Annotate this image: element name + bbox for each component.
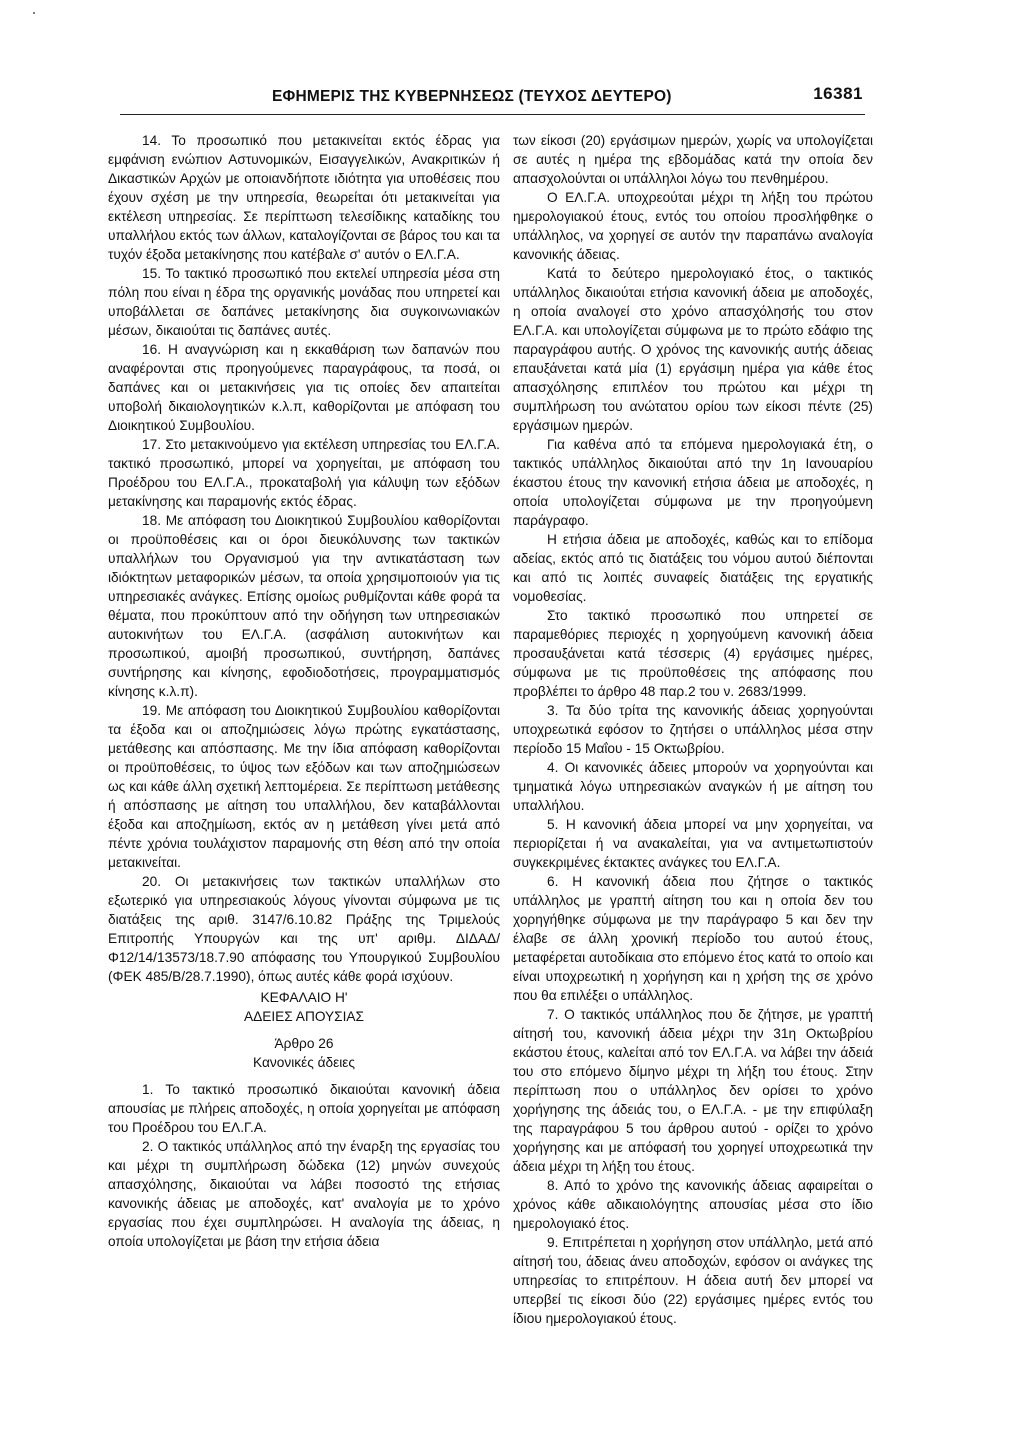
chapter-title: ΑΔΕΙΕΣ ΑΠΟΥΣΙΑΣ xyxy=(243,1009,365,1024)
article-26-paragraph-6: 6. Η κανονική άδεια που ζήτησε ο τακτικός υπάλληλος με γραπτή αίτηση του και η οποία δεν του χορηγήθηκε σύμφωνα με την παράγραφο 5 και δεν την έλαβε σε άλλη χρονική περίοδο του αυτού έτους, μεταφέρεται αυτοδίκαια στο επόμενο έτος κατά το οποίο και είναι υποχρεωτική η χορήγηση και η χρήση της σε χρόνο που θα επιλέξει ο υπάλληλος. xyxy=(513,874,873,1003)
paragraph-14: 14. Το προσωπικό που μετακινείται εκτός έδρας για εμφάνιση ενώπιον Αστυνομικών, Εισαγγελικών, Ανακριτικών ή Δικαστικών Αρχών με οποιανδήποτε ιδιότητα για υποθέσεις που έχουν σχέση με την υπηρεσία, θεωρείται ότι μετακινείται για εκτέλεση υπηρεσίας. Σε περίπτωση τελεσίδικης καταδίκης του υπαλλήλου εκτός των άλλων, καταλογίζονται σε βάρος του και τα τυχόν έξοδα μετακίνησης που κατέβαλε σ' αυτόν ο ΕΛ.Γ.Α. xyxy=(108,133,500,262)
paragraph-2-continuation: των είκοσι (20) εργάσιμων ημερών, χωρίς να υπολογίζεται σε αυτές η ημέρα της εβδομάδας κατά την οποία δεν απασχολούνται οι υπάλληλοι λόγω του πενθημέρου. xyxy=(513,133,873,186)
article-title: Κανονικές άδειες xyxy=(253,1055,355,1070)
page-number: 16381 xyxy=(813,84,863,103)
paragraph-2-second-year: Κατά το δεύτερο ημερολογιακό έτος, ο τακτικός υπάλληλος δικαιούται ετήσια κανονική άδεια με αποδοχές, η οποία αναλογεί στο χρόνο απασχόλησής του στον ΕΛ.Γ.Α. και υπολογίζεται σύμφωνα με το πρώτο εδάφιο της παραγράφου αυτής. Ο χρόνος της κανονικής αυτής άδειας επαυξάνεται κατά μία (1) εργάσιμη ημέρα για κάθε έτος απασχόλησης επιπλέον του πρώτου και μέχρι τη συμπλήρωση του ανώτατου ορίου των είκοσι πέντε (25) εργάσιμων ημερών. xyxy=(513,266,873,433)
gazette-title: ΕΦΗΜΕΡΙΣ ΤΗΣ ΚΥΒΕΡΝΗΣΕΩΣ (ΤΕΥΧΟΣ ΔΕΥΤΕΡΟ) xyxy=(272,88,672,105)
paragraph-15: 15. Το τακτικό προσωπικό που εκτελεί υπηρεσία μέσα στη πόλη που είναι η έδρα της οργανικής μονάδας που υπηρετεί και υποβάλλεται σε δαπάνες μετακίνησης δια συγκοινωνιακών μέσων, δικαιούται τις δαπάνες αυτές. xyxy=(108,266,500,338)
article-26-paragraph-3: 3. Τα δύο τρίτα της κανονικής άδειας χορηγούνται υποχρεωτικά εφόσον το ζητήσει ο υπάλληλος μέσα στην περίοδο 15 Μαΐου - 15 Οκτωβρίου. xyxy=(513,703,873,756)
paragraph-2-leave-allowance: Η ετήσια άδεια με αποδοχές, καθώς και το επίδομα αδείας, εκτός από τις διατάξεις του νόμου αυτού διέπονται και από τις λοιπές συναφείς διατάξεις της εργατικής νομοθεσίας. xyxy=(513,532,873,604)
paragraph-17: 17. Στο μετακινούμενο για εκτέλεση υπηρεσίας του ΕΛ.Γ.Α. τακτικό προσωπικό, μπορεί να χορηγείται, με απόφαση του Προέδρου του ΕΛ.Γ.Α., προκαταβολή για κάλυψη των εξόδων μετακίνησης και παραμονής εκτός έδρας. xyxy=(108,437,500,509)
scan-speck xyxy=(33,12,35,14)
page-header xyxy=(120,84,865,115)
article-26-paragraph-9: 9. Επιτρέπεται η χορήγηση στον υπάλληλο, μετά από αίτησή του, άδειας άνευ αποδοχών, εφόσον οι ανάγκες της υπηρεσίας το επιτρέπουν. Η άδεια αυτή δεν μπορεί να υπερβεί τις είκοσι δύο (22) εργάσιμες ημέρες εντός του ίδιου ημερολογιακού έτους. xyxy=(513,1235,873,1326)
paragraph-18: 18. Με απόφαση του Διοικητικού Συμβουλίου καθορίζονται οι προϋποθέσεις και οι όροι διευκόλυνσης των τακτικών υπαλλήλων του Οργανισμού για την αντικατάσταση των ιδιόκτητων μεταφορικών μέσων, τα οποία χρησιμοποιούν για τις υπηρεσιακές ανάγκες. Επίσης ομοίως ρυθμίζονται κάθε φορά τα θέματα, που προκύπτουν από την οδήγηση των υπηρεσιακών αυτοκινήτων του ΕΛ.Γ.Α. (ασφάλιση αυτοκινήτων και προσωπικού, αμοιβή προσωπικού, συντήρηση, δαπάνες συντήρησης και κίνησης, εφοδιοδοτήσεις, προγραμματισμός κίνησης κ.λ.π). xyxy=(108,513,500,699)
article-26-paragraph-8: 8. Από το χρόνο της κανονικής άδειας αφαιρείται ο χρόνος κάθε αδικαιολόγητης απουσίας μέσα στο ίδιο ημερολογιακό έτος. xyxy=(513,1178,873,1231)
article-26-paragraph-7: 7. Ο τακτικός υπάλληλος που δε ζήτησε, με γραπτή αίτησή του, κανονική άδεια μέχρι την 31η Οκτωβρίου εκάστου έτους, καλείται από τον ΕΛ.Γ.Α. να λάβει την άδειά του στο επόμενο δίμηνο μέχρι τη λήξη του έτους. Στην περίπτωση που ο υπάλληλος δεν ορίσει το χρόνο χορήγησης της άδειάς του, ο ΕΛ.Γ.Α. - με την επιφύλαξη της παραγράφου 5 του άρθρου αυτού - ορίζει το χρόνο χορήγησης και με απόφασή του χορηγεί υποχρεωτικά την άδεια μέχρι τη λήξη του έτους. xyxy=(513,1007,873,1174)
paragraph-19: 19. Με απόφαση του Διοικητικού Συμβουλίου καθορίζονται τα έξοδα και οι αποζημιώσεις λόγω πρώτης εγκατάστασης, μετάθεσης και απόσπασης. Με την ίδια απόφαση καθορίζονται οι προϋποθέσεις, το ύψος των εξόδων και των αποζημιώσεων ως και κάθε άλλη σχετική λεπτομέρεια. Σε περίπτωση μετάθεσης ή απόσπασης με αίτηση του υπαλλήλου, δεν καταβάλλονται έξοδα και αποζημίωση, εκτός αν η μετάθεση γίνει μετά από πέντε χρόνια τουλάχιστον παραμονής στη θέση από την οποία μετακινείται. xyxy=(108,703,500,870)
article-26-paragraph-4: 4. Οι κανονικές άδειες μπορούν να χορηγούνται και τμηματικά λόγω υπηρεσιακών αναγκών ή με αίτηση του υπαλλήλου. xyxy=(513,760,873,813)
paragraph-2-border-areas: Στο τακτικό προσωπικό που υπηρετεί σε παραμεθόριες περιοχές η χορηγούμενη κανονική άδεια προσαυξάνεται κατά τέσσερις (4) εργάσιμες ημέρες, σύμφωνα με τις προϋποθέσεις της απόφασης που προβλέπει το άρθρο 48 παρ.2 του ν. 2683/1999. xyxy=(513,608,873,699)
paragraph-16: 16. Η αναγνώριση και η εκκαθάριση των δαπανών που αναφέρονται στις προηγούμενες παραγράφους, τα ποσά, οι δαπάνες και οι μετακινήσεις για τις οποίες δεν απαιτείται υποβολή δικαιολογητικών κ.λ.π, καθορίζονται με απόφαση του Διοικητικού Συμβουλίου. xyxy=(108,342,500,433)
left-column xyxy=(108,131,500,1251)
chapter-number: ΚΕΦΑΛΑΙΟ Η' xyxy=(260,990,348,1005)
article-26-paragraph-2: 2. Ο τακτικός υπάλληλος από την έναρξη της εργασίας του και μέχρι τη συμπλήρωση δώδεκα (12) μηνών συνεχούς απασχόλησης, δικαιούται να λάβει ποσοστό της ετήσιας κανονικής άδειας με αποδοχές, κατ' αναλογία με το χρόνο εργασίας που έχει συμπληρώσει. Η αναλογία της άδειας, η οποία υπολογίζεται με βάση την ετήσια άδεια xyxy=(108,1139,500,1249)
paragraph-2-first-year: Ο ΕΛ.Γ.Α. υποχρεούται μέχρι τη λήξη του πρώτου ημερολογιακού έτους, εντός του οποίου προσλήφθηκε ο υπάλληλος, να χορηγεί σε αυτόν την παραπάνω αναλογία κανονικής άδειας. xyxy=(513,190,873,262)
article-number: Άρθρο 26 xyxy=(274,1036,334,1051)
paragraph-2-following-years: Για καθένα από τα επόμενα ημερολογιακά έτη, ο τακτικός υπάλληλος δικαιούται από την 1η Ιανουαρίου έκαστου έτους την κανονική ετήσια άδεια με αποδοχές, η οποία υπολογίζεται σύμφωνα με την προηγούμενη παράγραφο. xyxy=(513,437,873,528)
right-column xyxy=(513,131,873,1328)
article-26-paragraph-1: 1. Το τακτικό προσωπικό δικαιούται κανονική άδεια απουσίας με πλήρεις αποδοχές, η οποία χορηγείται με απόφαση του Προέδρου του ΕΛ.Γ.Α. xyxy=(108,1082,500,1135)
paragraph-20: 20. Οι μετακινήσεις των τακτικών υπαλλήλων στο εξωτερικό για υπηρεσιακούς λόγους γίνονται σύμφωνα με τις διατάξεις της αριθ. 3147/6.10.82 Πράξης της Τριμελούς Επιτροπής Υπουργών και της υπ' αριθμ. ΔΙΔΑΔ/Φ12/14/13573/18.7.90 απόφασης του Υπουργικού Συμβουλίου (ΦΕΚ 485/Β/28.7.1990), όπως αυτές κάθε φορά ισχύουν. xyxy=(108,874,500,984)
article-26-paragraph-5: 5. Η κανονική άδεια μπορεί να μην χορηγείται, να περιορίζεται ή να ανακαλείται, για να αντιμετωπιστούν συγκεκριμένες έκτακτες ανάγκες του ΕΛ.Γ.Α. xyxy=(513,817,873,870)
